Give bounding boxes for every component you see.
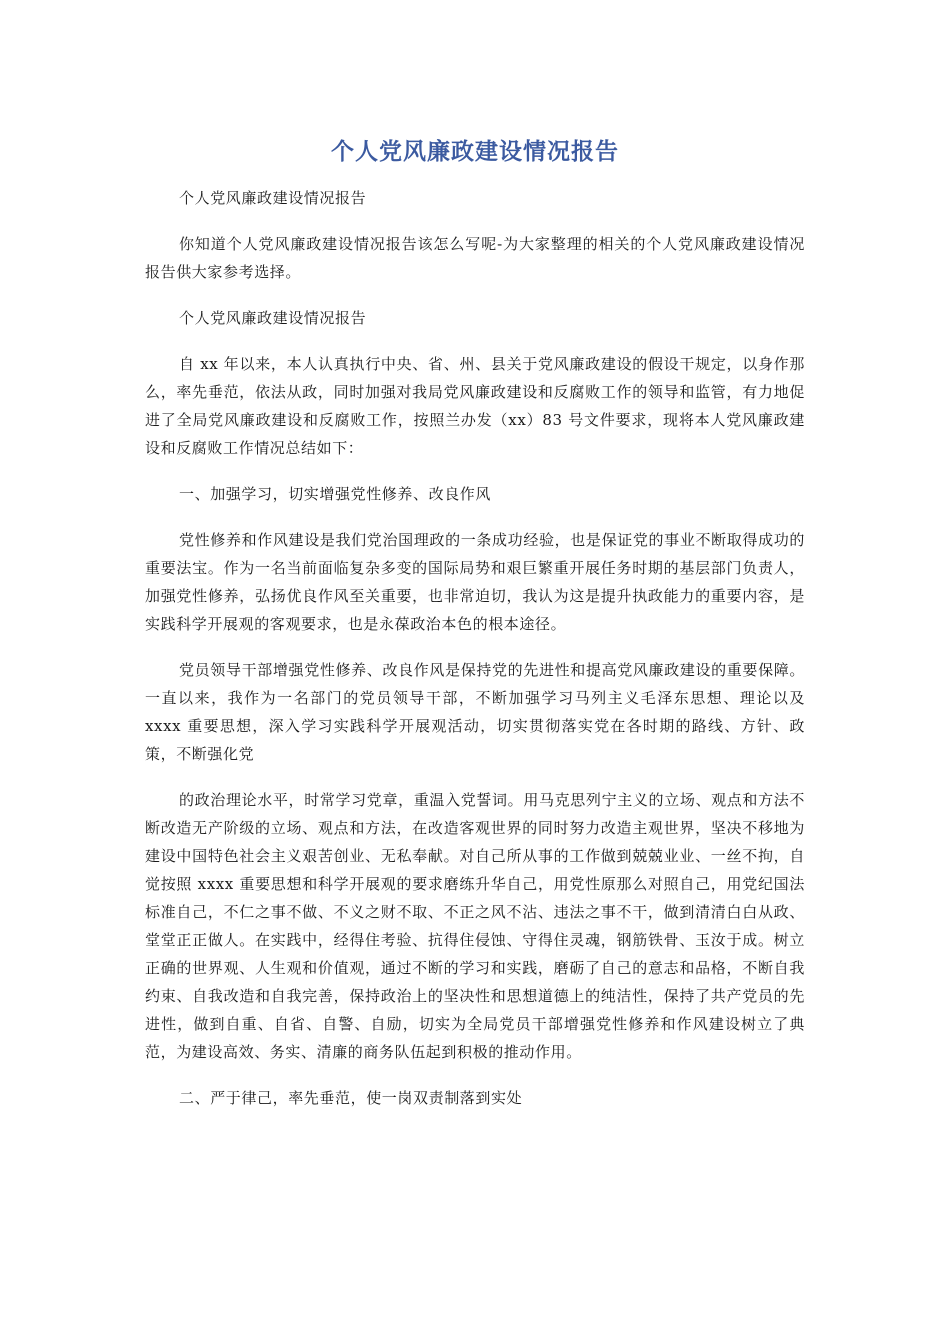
section-two-heading: 二、严于律己，率先垂范，使一岗双责制落到实处: [179, 1089, 523, 1107]
summary-paragraph: 自 xx 年以来，本人认真执行中央、省、州、县关于党风廉政建设的假设干规定，以身作那么，率先垂范，依法从政，同时加强对我局党风廉政建设和反腐败工作的领导和监管，有力地促进了全局党风廉政建设和反腐败工作，按照兰办发（xx）83 号文件要求，现将本人党风廉政建设和反腐败工作情况总结如下：: [145, 355, 805, 457]
subtitle-paragraph: 个人党风廉政建设情况报告: [179, 189, 367, 207]
report-heading-paragraph: 个人党风廉政建设情况报告: [179, 309, 367, 327]
cadre-cultivation-paragraph: 党员领导干部增强党性修养、改良作风是保持党的先进性和提高党风廉政建设的重要保障。一直以来，我作为一名部门的党员领导干部，不断加强学习马列主义毛泽东思想、理论以及 xxxx 重要思想，深入学习实践科学开展观活动，切实贯彻落实党在各时期的路线、方针、政策，不断强化党: [145, 661, 805, 763]
party-spirit-paragraph: 党性修养和作风建设是我们党治国理政的一条成功经验，也是保证党的事业不断取得成功的重要法宝。作为一名当前面临复杂多变的国际局势和艰巨繁重开展任务时期的基层部门负责人，加强党性修养，弘扬优良作风至关重要，也非常迫切，我认为这是提升执政能力的重要内容，是实践科学开展观的客观要求，也是永葆政治本色的根本途径。: [145, 531, 805, 633]
section-one-heading: 一、加强学习，切实增强党性修养、改良作风: [179, 485, 492, 503]
political-theory-paragraph: 的政治理论水平，时常学习党章，重温入党誓词。用马克思列宁主义的立场、观点和方法不断改造无产阶级的立场、观点和方法，在改造客观世界的同时努力改造主观世界，坚决不移地为建设中国特色社会主义艰苦创业、无私奉献。对自己所从事的工作做到兢兢业业、一丝不拘，自觉按照 xxxx 重要思想和科学开展观的要求磨练升华自己，用党性原那么对照自己，用党纪国法标准自己，不仁之事不做、不义之财不取、不正之风不沾、违法之事不干，做到清清白白从政、堂堂正正做人。在实践中，经得住考验、抗得住侵蚀、守得住灵魂，钢筋铁骨、玉汝于成。树立正确的世界观、人生观和价值观，通过不断的学习和实践，磨砺了自己的意志和品格，不断自我约束、自我改造和自我完善，保持政治上的坚决性和思想道德上的纯洁性，保持了共产党员的先进性，做到自重、自省、自警、自励，切实为全局党员干部增强党性修养和作风建设树立了典范，为建设高效、务实、清廉的商务队伍起到积极的推动作用。: [145, 791, 805, 1061]
document-body: [145, 184, 805, 1130]
document-title: 个人党风廉政建设情况报告: [331, 139, 619, 165]
intro-paragraph: 你知道个人党风廉政建设情况报告该怎么写呢-为大家整理的相关的个人党风廉政建设情况报告供大家参考选择。: [145, 235, 805, 281]
